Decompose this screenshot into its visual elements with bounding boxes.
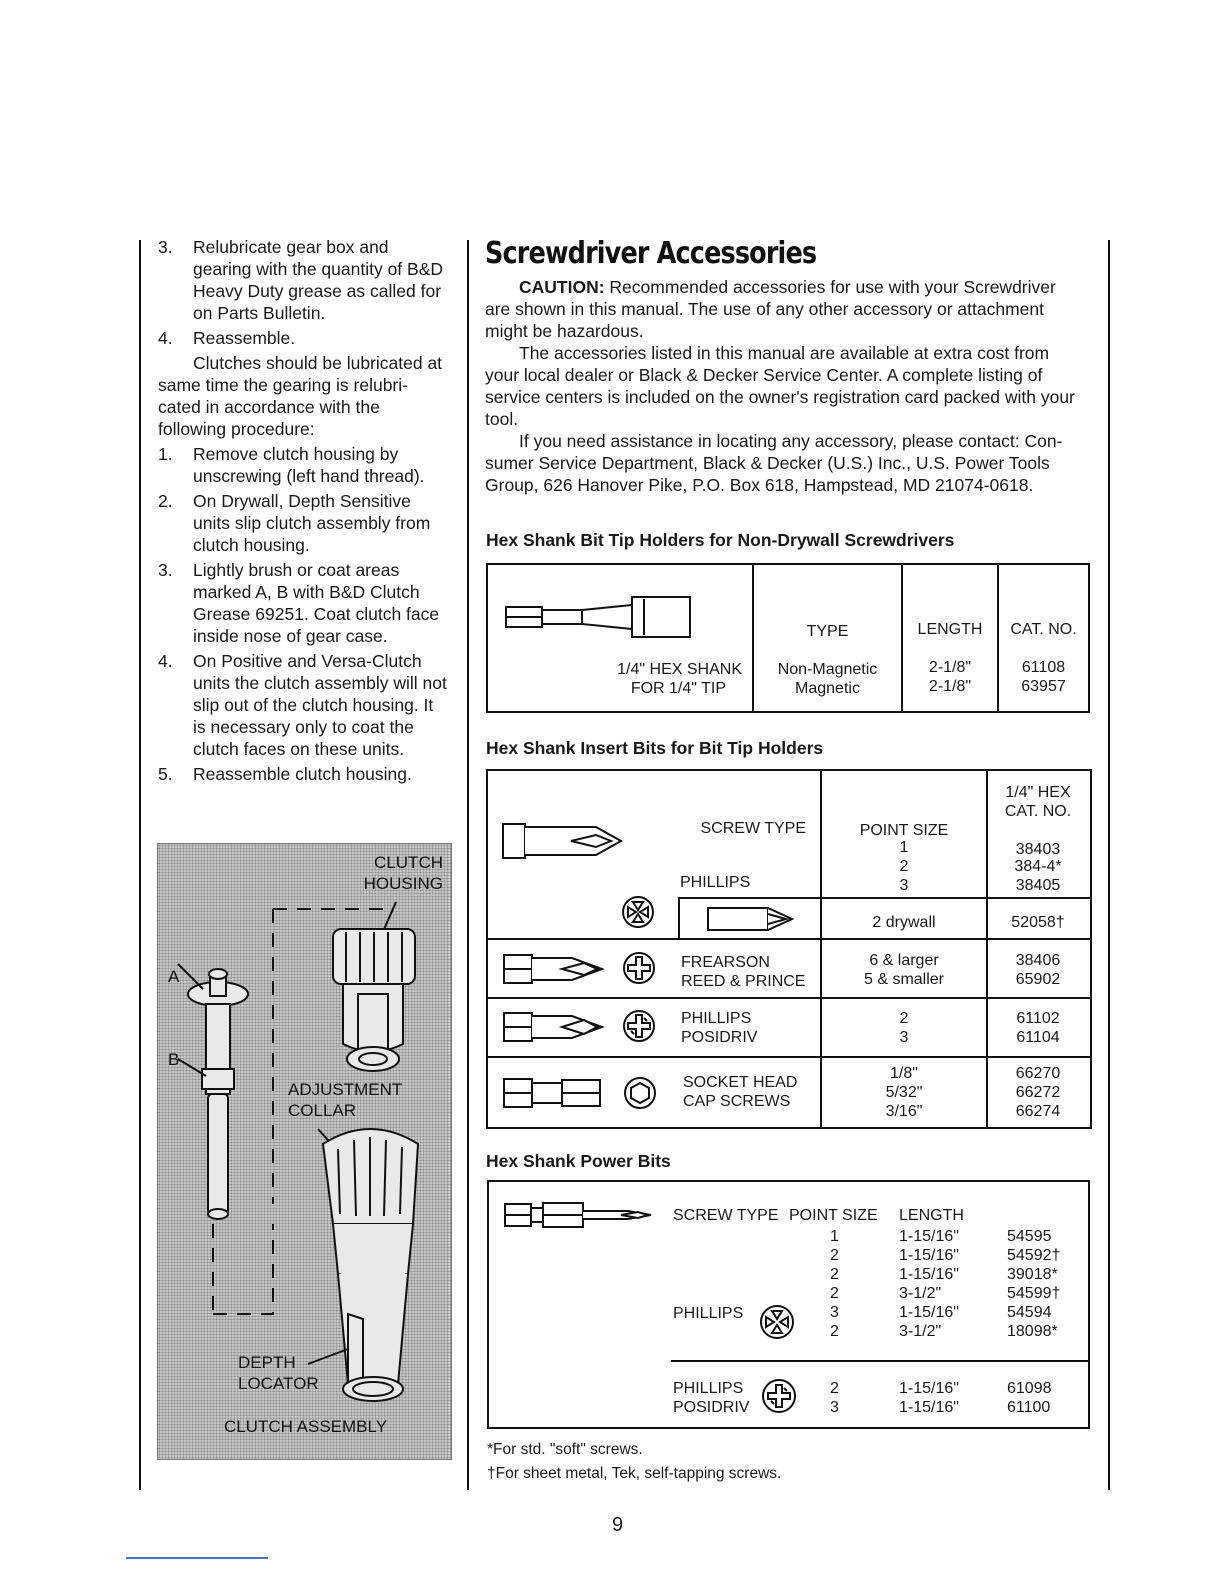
bottom-underline [126, 1557, 268, 1559]
screw-type-cap-screws: CAP SCREWS [683, 1093, 791, 1110]
posidriv-recess-icon [622, 1009, 656, 1043]
table-cell: 54594 [1007, 1304, 1052, 1321]
label-clutch-housing: CLUTCH HOUSING [363, 853, 443, 893]
table-cell: 39018* [1007, 1266, 1058, 1283]
bit-tip-holders-table [486, 563, 1090, 713]
col-header-screw-type: SCREW TYPE [700, 820, 806, 837]
power-bit-icon [503, 1200, 653, 1230]
table-cell: 1-15/16" [899, 1304, 959, 1321]
table-cell: 2 [830, 1247, 839, 1264]
footnote-star: *For std. "soft" screws. [487, 1441, 643, 1458]
availability-paragraph: The accessories listed in this manual are available at extra cost from your local dealer or Black & Decker Service Center. A complete listing of service centers is included on the owner's registration card packed with your tool. [485, 343, 1075, 429]
caution-paragraph: CAUTION: Recommended accessories for use with your Screwdriver are shown in this manual. The use of any other accessory or attachment might be hazardous. [485, 277, 1056, 341]
screw-type-reed-prince: REED & PRINCE [681, 973, 806, 990]
screw-type-phillips: PHILLIPS [673, 1305, 744, 1322]
list-item: 5. Reassemble clutch housing. [158, 764, 412, 784]
table-cell: 2 [830, 1323, 839, 1340]
table-cell: 2 [830, 1266, 839, 1283]
right-margin-rule [1108, 240, 1110, 1490]
list-item: 1. Remove clutch housing by unscrewing (left hand thread). [158, 444, 425, 486]
col-header-cat-no: CAT. NO. [1010, 621, 1077, 638]
table-cell: 2 [899, 1010, 909, 1027]
table-cell: 3/16" [885, 1103, 923, 1120]
col-header-point-size: POINT SIZE [789, 1207, 878, 1224]
table-cell: 2-1/8" [928, 659, 972, 676]
posidriv-recess-icon [761, 1378, 797, 1414]
insert-bits-table [486, 769, 1092, 1129]
table-cell: 3 [830, 1304, 839, 1321]
maintenance-instructions [158, 236, 450, 785]
table-cell: 6 & larger [869, 952, 939, 969]
col-header-cat-no: CAT. NO. [1004, 803, 1072, 820]
screw-type-frearson: FREARSON [681, 954, 770, 971]
section-title-power-bits: Hex Shank Power Bits [486, 1151, 671, 1171]
label-depth-locator: DEPTH LOCATOR [238, 1353, 319, 1393]
table-cell: 66272 [1015, 1084, 1061, 1101]
table-cell: 18098* [1007, 1323, 1058, 1340]
table-cell: 65902 [1015, 971, 1061, 988]
section-title-insert-bits: Hex Shank Insert Bits for Bit Tip Holders [486, 738, 824, 758]
table-cell: 2 [899, 858, 909, 875]
table-cell: 3-1/2" [899, 1323, 942, 1340]
footnotes [487, 1438, 781, 1486]
table-cell: 63957 [1021, 678, 1066, 695]
table-cell: 3 [830, 1399, 839, 1416]
table-cell: 1 [899, 839, 909, 856]
table-cell: Magnetic [795, 680, 860, 697]
screw-type-phillips: PHILLIPS [673, 1380, 744, 1397]
table-cell: 1-15/16" [899, 1247, 959, 1264]
list-item: 4. On Positive and Versa-Clutch units the clutch assembly will not slip out of the clutch housing. It is necessary only to coat the clutch faces on these units. [158, 651, 447, 759]
table-cell: 5 & smaller [863, 971, 945, 988]
table-cell: 66270 [1015, 1065, 1061, 1082]
table-cell: 38403 [1015, 841, 1061, 858]
table-cell: 52058† [1011, 914, 1065, 931]
hex-shank-holder-icon [504, 593, 699, 643]
contact-paragraph: If you need assistance in locating any accessory, please contact: Con-sumer Service Department, Black & Decker (U.S.) Inc., U.S. Power Tools Group, 626 Hanover Pike, P.O. Box 618, Hampstead, MD 21074-0618. [485, 431, 1063, 495]
table-cell: 1/8" [890, 1065, 918, 1082]
col-header-length: LENGTH [917, 621, 983, 638]
section-title-bit-tip-holders: Hex Shank Bit Tip Holders for Non-Drywall Screwdrivers [486, 530, 955, 550]
figure-caption: CLUTCH ASSEMBLY [223, 1417, 388, 1436]
table-cell: 384-4* [1014, 858, 1062, 875]
screw-type-posidriv: POSIDRIV [681, 1029, 758, 1046]
table-cell: 54592† [1007, 1247, 1061, 1264]
table-cell: Non-Magnetic [777, 661, 878, 678]
table-cell: 2 [830, 1380, 839, 1397]
label-b: B [168, 1050, 180, 1069]
list-item: 3. Relubricate gear box and gearing with the quantity of B&D Heavy Duty grease as called for on Parts Bulletin. [158, 237, 444, 323]
hex-socket-icon [623, 1076, 657, 1110]
label-a: A [168, 967, 180, 986]
table-cell: 61102 [1016, 1010, 1060, 1027]
table-cell: 38405 [1015, 877, 1061, 894]
drywall-insert-bit-icon [706, 904, 796, 934]
table-cell: 54599† [1007, 1285, 1061, 1302]
power-bits-table [487, 1180, 1090, 1429]
screw-type-phillips: PHILLIPS [681, 1010, 752, 1027]
table-cell: 61098 [1007, 1380, 1052, 1397]
posidriv-bit-icon [502, 1009, 607, 1045]
list-item: 3. Lightly brush or coat areas marked A, B with B&D Clutch Grease 69251. Coat clutch face inside nose of gear case. [158, 560, 440, 646]
screw-type-phillips: PHILLIPS [680, 874, 751, 891]
phillips-recess-icon [759, 1304, 795, 1340]
screw-type-posidriv: POSIDRIV [673, 1399, 750, 1416]
table-cell: 3 [899, 1029, 909, 1046]
clutch-paragraph: Clutches should be lubricated at same time the gearing is relubri-cated in accordance with the following procedure: [158, 353, 443, 439]
col-header-hex: 1/4" HEX [1005, 784, 1071, 801]
holder-desc-line2: FOR 1/4" TIP [630, 680, 726, 697]
table-cell: 3-1/2" [899, 1285, 942, 1302]
holder-desc-line1: 1/4" HEX SHANK [617, 661, 742, 678]
table-cell: 1-15/16" [899, 1380, 959, 1397]
clutch-assembly-figure [157, 843, 452, 1460]
left-margin-rule [139, 240, 141, 1490]
table-cell: 5/32" [885, 1084, 923, 1101]
table-cell: 1-15/16" [899, 1399, 959, 1416]
page-number: 9 [612, 1514, 624, 1536]
center-rule [467, 240, 469, 1490]
frearson-recess-icon [622, 951, 656, 985]
phillips-recess-icon [621, 895, 655, 929]
list-item: 4. Reassemble. [158, 328, 296, 348]
table-cell: 61108 [1021, 659, 1066, 676]
col-header-length: LENGTH [899, 1207, 964, 1224]
table-cell: 38406 [1015, 952, 1061, 969]
screw-type-socket-head: SOCKET HEAD [683, 1074, 798, 1091]
table-cell: 66274 [1015, 1103, 1061, 1120]
table-cell: 1-15/16" [899, 1266, 959, 1283]
col-header-type: TYPE [806, 623, 849, 640]
page-title: Screwdriver Accessories [485, 236, 817, 271]
hex-key-bit-icon [502, 1075, 607, 1111]
table-cell: 1 [830, 1228, 839, 1245]
table-cell: 2 [830, 1285, 839, 1302]
table-cell: 2-1/8" [928, 678, 972, 695]
table-cell: 1-15/16" [899, 1228, 959, 1245]
col-header-point-size: POINT SIZE [859, 822, 949, 839]
frearson-bit-icon [502, 951, 607, 987]
table-cell: 2 drywall [872, 914, 936, 931]
col-header-screw-type: SCREW TYPE [673, 1207, 779, 1224]
list-item: 2. On Drywall, Depth Sensitive units slip clutch assembly from clutch housing. [158, 491, 431, 555]
table-cell: 61100 [1007, 1399, 1051, 1416]
table-cell: 54595 [1007, 1228, 1052, 1245]
footnote-dagger: †For sheet metal, Tek, self-tapping screws. [487, 1465, 782, 1482]
phillips-insert-bit-icon [501, 821, 626, 861]
intro-text [485, 276, 1085, 496]
label-adjustment-collar: ADJUSTMENT COLLAR [288, 1080, 402, 1120]
table-cell: 61104 [1016, 1029, 1060, 1046]
table-cell: 3 [899, 877, 909, 894]
